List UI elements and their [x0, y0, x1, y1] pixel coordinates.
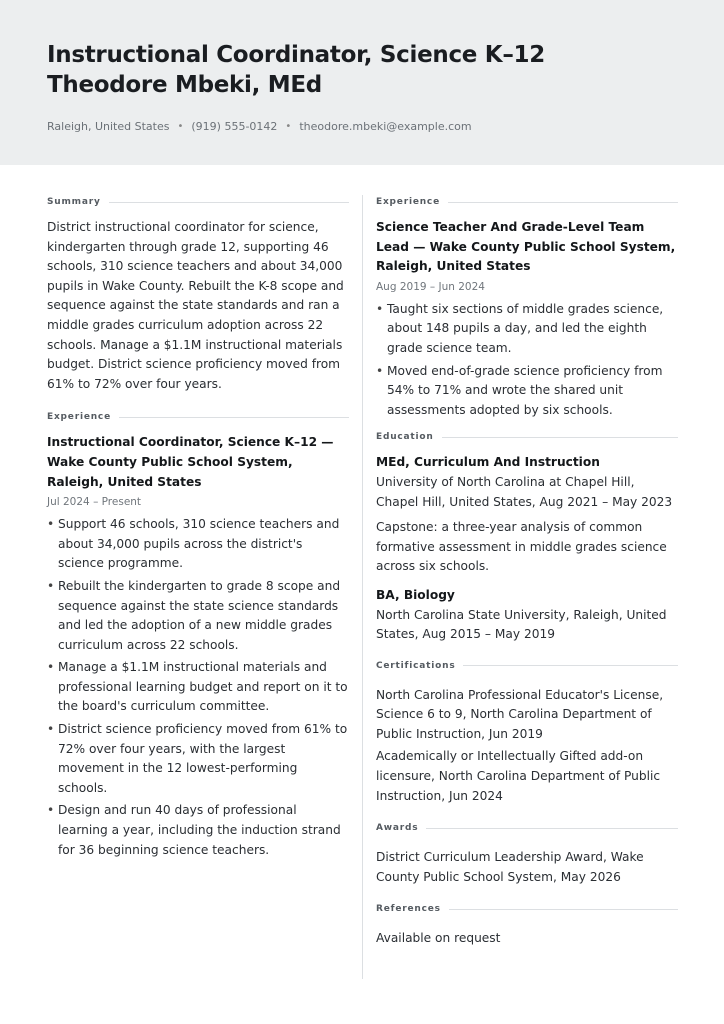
- job-bullets: [376, 300, 678, 421]
- job-bullets: [47, 515, 349, 860]
- section-rule: [449, 909, 678, 910]
- list-item: • Moved end-of-grade science proficiency from 54% to 71% and wrote the shared unit assessments adopted by six schools.: [376, 362, 678, 421]
- summary-heading: [47, 197, 349, 207]
- education-heading: [376, 432, 678, 442]
- job-dates: Jul 2024 – Present: [47, 496, 142, 509]
- section-rule: [448, 202, 678, 203]
- section-rule: [442, 437, 678, 438]
- left-column: [47, 197, 349, 863]
- job-dates: Aug 2019 – Jun 2024: [376, 280, 485, 293]
- list-item: • Design and run 40 days of professional learning a year, including the induction strand for 36 beginning science teachers.: [47, 801, 349, 860]
- contact-line: [47, 120, 472, 133]
- contact-email[interactable]: theodore.mbeki@example.com: [299, 120, 472, 133]
- degree-title: MEd, Curriculum And Instruction: [376, 455, 600, 470]
- degree-school: University of North Carolina at Chapel Hill, Chapel Hill, United States, Aug 2021 – May 2023: [376, 474, 673, 509]
- section-label: Education: [376, 432, 434, 443]
- list-item: • Manage a $1.1M instructional materials and professional learning budget and report on it to the board's curriculum committee.: [47, 658, 349, 717]
- section-label: Summary: [47, 197, 101, 207]
- job-title: Instructional Coordinator, Science K–12 — Wake County Public School System, Raleigh, United States: [47, 435, 334, 489]
- section-rule: [463, 665, 678, 666]
- list-item: • Support 46 schools, 310 science teachers and about 34,000 pupils across the district's science programme.: [47, 515, 349, 574]
- certifications-heading: [376, 661, 678, 671]
- title-name: Theodore Mbeki, MEd: [47, 72, 322, 98]
- experience-heading: [47, 412, 349, 422]
- resume-header: [0, 0, 724, 165]
- column-divider: [362, 195, 363, 979]
- degree-school: North Carolina State University, Raleigh, United States, Aug 2015 – May 2019: [376, 607, 667, 642]
- section-label: References: [376, 904, 441, 915]
- award-item: District Curriculum Leadership Award, Wake County Public School System, May 2026: [376, 850, 644, 884]
- summary-text: District instructional coordinator for science, kindergarten through grade 12, supporting 46 schools, 310 science teachers and about 34,000 pupils in Wake County. Rebuilt the K-8 scope and sequence against the state standards and ran a middle grades curriculum adoption across 22 schools. Manage a $1.1M instructional materials budget. District science proficiency moved from 61% to 72% over four years.: [47, 220, 344, 391]
- certification-item: Academically or Intellectually Gifted add-on licensure, North Carolina Department of Public Instruction, Jun 2024: [376, 749, 661, 803]
- certification-item: North Carolina Professional Educator's License, Science 6 to 9, North Carolina Department of Public Instruction, Jun 2019: [376, 687, 664, 741]
- section-label: Experience: [376, 197, 440, 207]
- contact-separator: •: [285, 121, 292, 132]
- section-rule: [426, 828, 678, 829]
- contact-separator: •: [177, 121, 184, 132]
- section-rule: [109, 202, 349, 203]
- references-heading: [376, 904, 678, 914]
- list-item: • Rebuilt the kindergarten to grade 8 scope and sequence against the state science standards and led the adoption of a new middle grades curriculum across 22 schools.: [47, 577, 349, 655]
- list-item: • District science proficiency moved from 61% to 72% over four years, with the largest movement in the 12 lowest-performing schools.: [47, 720, 349, 798]
- section-label: Experience: [47, 412, 111, 423]
- list-item: • Taught six sections of middle grades science, about 148 pupils a day, and led the eighth grade science team.: [376, 300, 678, 359]
- contact-phone: (919) 555-0142: [191, 120, 278, 133]
- right-column: [376, 197, 678, 949]
- contact-location: Raleigh, United States: [47, 120, 170, 133]
- page-title: [47, 40, 545, 100]
- references-text: Available on request: [376, 931, 501, 946]
- section-label: Certifications: [376, 660, 456, 671]
- degree-note: Capstone: a three-year analysis of common formative assessment in middle grades science across six schools.: [376, 520, 667, 574]
- section-label: Awards: [376, 823, 419, 834]
- section-rule: [119, 417, 349, 418]
- job-title: Science Teacher And Grade-Level Team Lead — Wake County Public School System, Raleigh, United States: [376, 220, 676, 274]
- degree-title: BA, Biology: [376, 587, 455, 602]
- title-job: Instructional Coordinator, Science K–12: [47, 42, 545, 68]
- experience-heading: [376, 197, 678, 207]
- awards-heading: [376, 823, 678, 833]
